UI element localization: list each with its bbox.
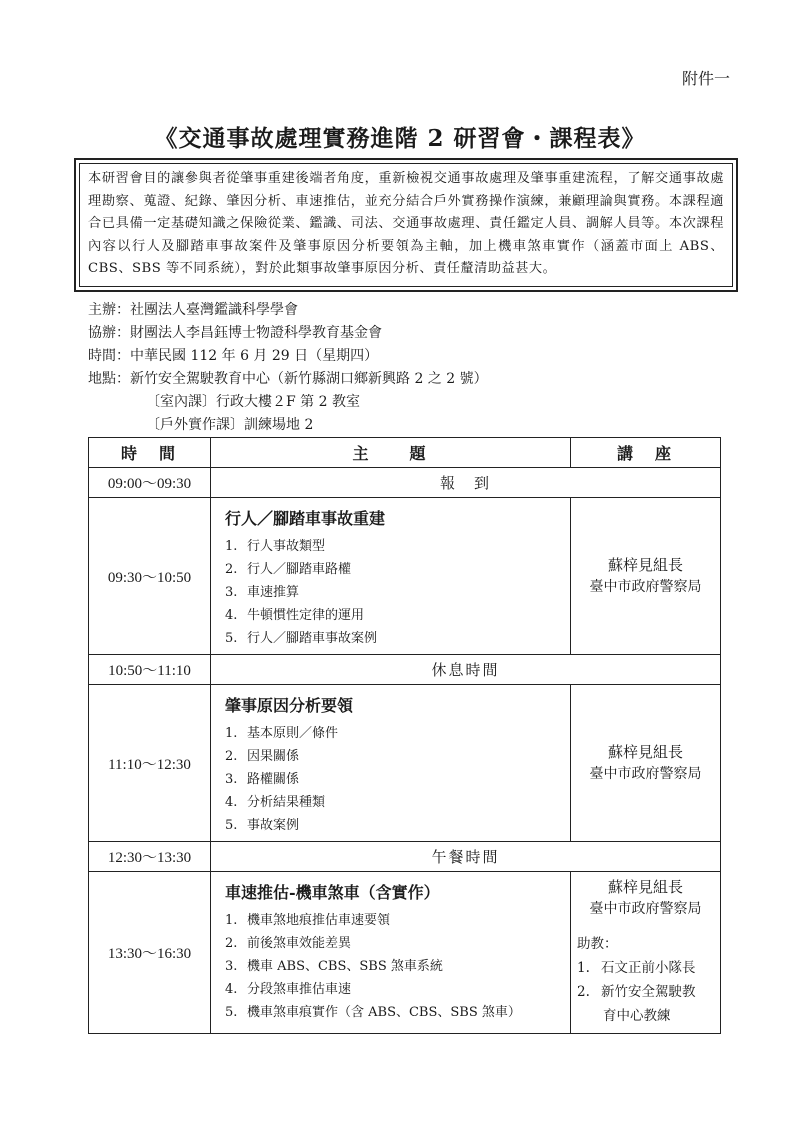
header-topic: 主 題 [211, 438, 571, 468]
list-item: 5. 事故案例 [225, 818, 300, 833]
info-time: 時間：中華民國 112 年 6 月 29 日（星期四） [88, 348, 379, 364]
row-time: 12:30～13:30 [89, 842, 211, 872]
schedule-table [88, 437, 721, 1034]
intro-box [74, 158, 738, 292]
row-speaker [571, 685, 721, 842]
row-speaker [571, 498, 721, 655]
info-indoor: 〔室內課〕行政大樓２F 第 2 教室 [146, 394, 360, 410]
attachment-label: 附件一 [681, 69, 730, 88]
header-time: 時 間 [89, 438, 211, 468]
info-location: 地點：新竹安全駕駛教育中心（新竹縣湖口鄉新興路 2 之 2 號） [88, 371, 488, 387]
info-organizer: 主辦：社團法人臺灣鑑識科學學會 [88, 302, 298, 318]
table-row [89, 842, 721, 872]
assistant-label: 助教： [577, 936, 618, 952]
list-item: 2. 因果關係 [225, 749, 300, 764]
topic-title: 行人／腳踏車事故重建 [225, 509, 386, 528]
row-topic [211, 498, 571, 655]
list-item: 5. 機車煞車痕實作（含 ABS、CBS、SBS 煞車） [225, 1005, 521, 1020]
speaker-org: 臺中市政府警察局 [589, 579, 702, 595]
list-item: 2. 行人／腳踏車路權 [225, 562, 352, 577]
page-title: 《交通事故處理實務進階 2 研習會・課程表》 [154, 125, 646, 152]
intro-text: 本研習會目的讓參與者從肇事重建後端者角度，重新檢視交通事故處理及肇事重建流程，了解交通事故處理勘察、蒐證、紀錄、肇因分析、車速推估，並充分結合戶外實務操作演練，兼顧理論與實務。本課程適合已具備一定基礎知識之保險從業、鑑識、司法、交通事故處理、責任鑑定人員、調解人員等。本次課程內容以行人及腳踏車事故案件及肇事原因分析要領為主軸，加上機車煞車實作（涵蓋市面上 ABS、CBS、SBS 等不同系統），對於此類事故肇事原因分析、責任釐清助益甚大。 [79, 163, 733, 287]
row-time: 09:00～09:30 [89, 468, 211, 498]
assistant-2-cont: 育中心教練 [603, 1008, 671, 1024]
row-time: 09:30～10:50 [89, 498, 211, 655]
row-time: 13:30～16:30 [89, 872, 211, 1034]
table-row [89, 498, 721, 655]
list-item: 3. 機車 ABS、CBS、SBS 煞車系統 [225, 959, 443, 974]
list-item: 2. 前後煞車效能差異 [225, 936, 352, 951]
speaker-org: 臺中市政府警察局 [589, 766, 702, 782]
topic-list [225, 535, 570, 650]
list-item: 1. 行人事故類型 [225, 539, 326, 554]
list-item: 5. 行人／腳踏車事故案例 [225, 631, 378, 646]
row-event: 報 到 [211, 468, 721, 498]
topic-list [225, 722, 570, 837]
info-co-organizer: 協辦：財團法人李昌鈺博士物證科學教育基金會 [88, 325, 382, 341]
topic-list [225, 909, 570, 1024]
list-item: 3. 路權關係 [225, 772, 300, 787]
speaker-name: 蘇梓見組長 [607, 878, 683, 896]
list-item: 1. 機車煞地痕推估車速要領 [225, 913, 391, 928]
list-item: 4. 分段煞車推估車速 [225, 982, 352, 997]
list-item: 4. 分析結果種類 [225, 795, 326, 810]
speaker-name: 蘇梓見組長 [607, 556, 683, 574]
topic-title: 肇事原因分析要領 [225, 696, 354, 715]
header-speaker: 講 座 [571, 438, 721, 468]
row-time: 10:50～11:10 [89, 655, 211, 685]
info-outdoor: 〔戶外實作課〕訓練場地 2 [146, 417, 314, 433]
assistant-2: 2. 新竹安全駕駛教 [577, 984, 696, 1000]
list-item: 4. 牛頓慣性定律的運用 [225, 608, 365, 623]
speaker-org: 臺中市政府警察局 [589, 901, 702, 917]
table-row [89, 655, 721, 685]
list-item: 1. 基本原則／條件 [225, 726, 339, 741]
row-speaker [571, 872, 721, 1034]
table-header-row [89, 438, 721, 468]
list-item: 3. 車速推算 [225, 585, 300, 600]
row-event: 午餐時間 [211, 842, 721, 872]
assistant-1: 1. 石文正前小隊長 [577, 960, 696, 976]
speaker-name: 蘇梓見組長 [607, 743, 683, 761]
table-row [89, 872, 721, 1034]
table-row [89, 685, 721, 842]
row-event: 休息時間 [211, 655, 721, 685]
row-topic [211, 685, 571, 842]
row-topic [211, 872, 571, 1034]
assistant-list [571, 932, 720, 1028]
topic-title: 車速推估-機車煞車（含實作） [225, 883, 440, 902]
table-row [89, 468, 721, 498]
row-time: 11:10～12:30 [89, 685, 211, 842]
